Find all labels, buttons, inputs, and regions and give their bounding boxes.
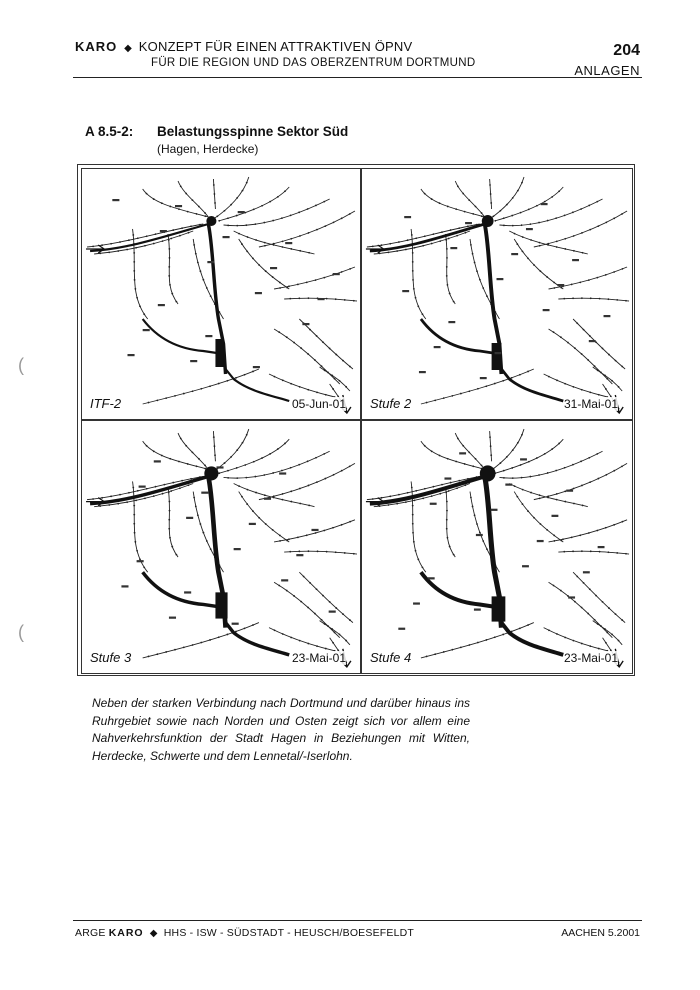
figure-title: Belastungsspinne Sektor Süd bbox=[157, 124, 349, 139]
panel-date: 05-Jun-01 bbox=[291, 397, 346, 411]
panel-label: ITF-2 bbox=[90, 396, 122, 411]
map-panel-stufe4 bbox=[361, 420, 633, 674]
header-title-line2: FÜR DIE REGION UND DAS OBERZENTRUM DORTMUND bbox=[151, 57, 476, 69]
diamond-icon: ◆ bbox=[149, 928, 158, 939]
footer-prefix: ARGE bbox=[75, 927, 106, 939]
panel-date: 23-Mai-01 bbox=[291, 651, 346, 665]
map-panel-itf2 bbox=[81, 168, 361, 420]
figure-frame bbox=[77, 164, 635, 676]
scan-mark: ( bbox=[18, 355, 24, 375]
footer-rule bbox=[73, 920, 642, 921]
route-network-map bbox=[82, 421, 360, 673]
header-rule bbox=[73, 77, 642, 78]
map-panel-stufe3 bbox=[81, 420, 361, 674]
route-network-map bbox=[362, 169, 632, 419]
route-network-map bbox=[362, 421, 632, 673]
section-label: ANLAGEN bbox=[574, 63, 640, 78]
route-network-map bbox=[82, 169, 360, 419]
scan-mark: ( bbox=[18, 622, 24, 642]
map-panel-stufe2 bbox=[361, 168, 633, 420]
footer-credits bbox=[75, 927, 414, 939]
body-paragraph: Neben der starken Verbindung nach Dortmund und darüber hinaus ins Ruhrgebiet sowie nach Norden und Osten zeigt sich vor allem eine Nahverkehrsfunktion der Stadt Hagen in Beziehungen mit Witten, Herdecke, Schwerte und dem Lennetal/-Iserlohn. bbox=[92, 696, 470, 763]
footer-brand: KARO bbox=[108, 927, 144, 939]
header-title: KONZEPT FÜR EINEN ATTRAKTIVEN ÖPNV bbox=[138, 39, 413, 54]
diamond-icon: ◆ bbox=[124, 43, 132, 54]
panel-date: 23-Mai-01 bbox=[563, 651, 618, 665]
footer-partners: HHS - ISW - SÜDSTADT - HEUSCH/BOESEFELDT bbox=[163, 927, 415, 939]
panel-label: Stufe 4 bbox=[370, 650, 412, 665]
page-number: 204 bbox=[613, 42, 640, 59]
footer-place-date: AACHEN 5.2001 bbox=[561, 927, 640, 939]
header-title-line1 bbox=[75, 39, 412, 54]
panel-label: Stufe 3 bbox=[90, 650, 132, 665]
header-brand: KARO bbox=[75, 39, 118, 54]
figure-subtitle: (Hagen, Herdecke) bbox=[157, 142, 259, 156]
panel-date: 31-Mai-01 bbox=[563, 397, 618, 411]
panel-label: Stufe 2 bbox=[370, 396, 412, 411]
figure-number: A 8.5-2: bbox=[85, 124, 134, 139]
